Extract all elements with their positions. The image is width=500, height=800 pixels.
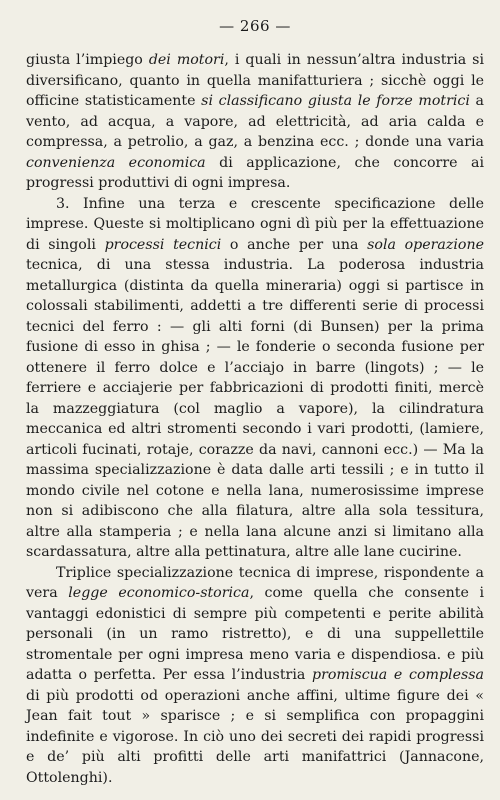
- text-segment: o anche per una: [221, 236, 368, 253]
- text-segment: , i quali in nessun’altra industria si diversificano, quanto in quella manifatturiera ; sicchè oggi le officine statisticamente: [26, 52, 484, 109]
- text-segment: giusta l’impiego: [26, 52, 149, 68]
- paragraph-1: [26, 50, 484, 194]
- italic-text-segment: promiscua e complessa: [312, 667, 484, 683]
- text-segment: 3. Infine una terza e crescente specificazione delle imprese. Queste si moltiplicano ogni dì più per la effettuazione di singoli: [26, 195, 484, 253]
- italic-text-segment: sola operazione: [367, 236, 484, 253]
- page-number: — 266 —: [219, 17, 291, 35]
- italic-text-segment: si classificano giusta le forze motrici: [201, 93, 470, 109]
- text-segment: a vento, ad acqua, a vapore, ad elettricità, ad aria calda e compressa, a petrolio, a gaz, a benzina ecc. ; donde una varia: [26, 93, 485, 150]
- italic-text-segment: legge economico-storica: [68, 585, 250, 601]
- italic-text-segment: processi tecnici: [104, 236, 222, 253]
- text-segment: di più prodotti od operazioni anche affini, ultime figure dei « Jean fait tout » sparisce ; e si semplifica con propaggini indefinite e vigorose. In ciò uno dei secreti dei rapidi progressi e de’ più alti profitti delle arti manifattrici (Jannacone, Ottolenghi).: [26, 687, 484, 786]
- text-segment: tecnica, di una stessa industria. La poderosa industria metallurgica (distinta da quella mineraria) oggi si partisce in colossali stabilimenti, addetti a tre differenti serie di processi tecnici del ferro : — gli alti forni (di Bunsen) per la prima fusione di esso in ghisa ; — le fonderie o seconda fusione per ottenere il ferro dolce e l’acciajo in barre (lingots) ; — le ferriere e acciajerie per fabbricazioni di prodotti finiti, mercè la mazzeggiatura (col maglio a vapore), la cilindratura meccanica ed altri stromenti secondo i vari prodotti, (lamiere, articoli fucinati, rotaje, corazze da navi, cannoni ecc.) — Ma la massima specializzazione è data dalle arti tessili ; e in tutto il mondo civile nel cotone e nella lana, numerosissime imprese non si adibiscono che alla filatura, altre alla sola tessitura, altre alla stamperia ; e nella lana alcune anzi si limitano alla scardassatura, altre alla pettinatura, altre alle lane cucirine.: [26, 257, 484, 560]
- italic-text-segment: dei motori: [148, 52, 225, 68]
- paragraph-3: [26, 563, 484, 789]
- paragraph-2: [26, 194, 484, 563]
- text-segment: Triplice specializzazione tecnica di imprese, rispondente a vera: [26, 564, 484, 601]
- text-segment: , come quella che consente i vantaggi edonistici di sempre più competenti e perite abilità personali (in un ramo ristretto), e di una suppellettile stromentale per ogni impresa meno varia e dispendiosa. e più adatta o perfetta. Per essa l’industria: [26, 585, 484, 683]
- italic-text-segment: convenienza economica: [26, 154, 206, 171]
- text-segment: di applicazione, che concorre ai progressi produttivi di ogni impresa.: [26, 154, 484, 191]
